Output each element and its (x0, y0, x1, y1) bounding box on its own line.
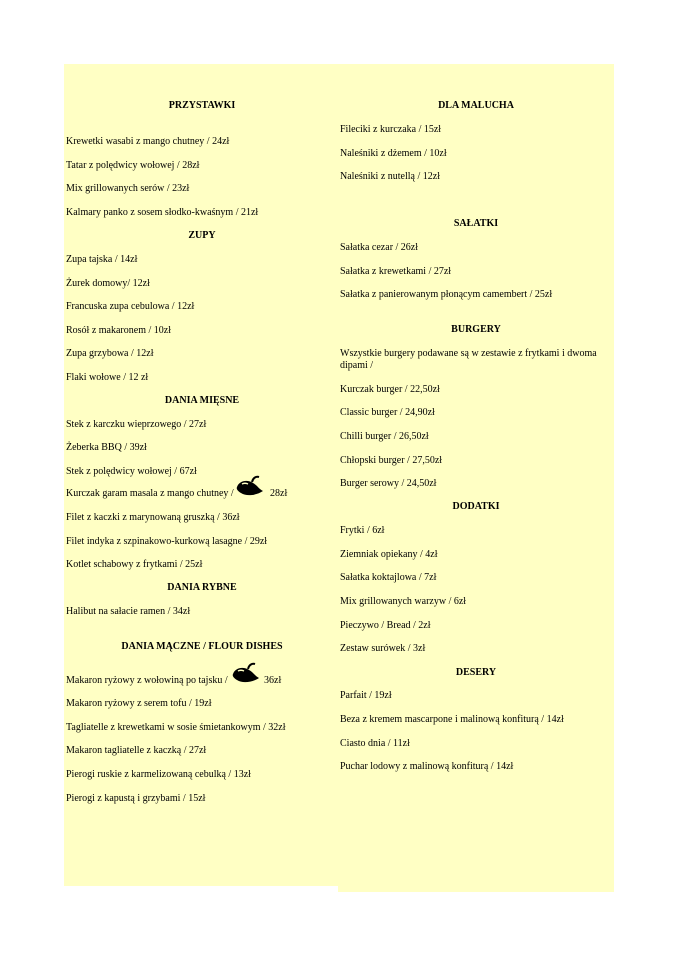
menu-item: Makaron ryżowy z wołowiną po tajsku / (66, 675, 228, 686)
menu-item: Frytki / 6zł (340, 525, 385, 536)
menu-item: Filet z kaczki z marynowaną gruszką / 36zł (66, 512, 240, 523)
menu-item: Classic burger / 24,90zł (340, 407, 435, 418)
section-heading-przystawki: PRZYSTAWKI (168, 100, 236, 111)
menu-item: Makaron ryżowy z serem tofu / 19zł (66, 698, 212, 709)
menu-item: Kurczak garam masala z mango chutney / (66, 488, 234, 499)
menu-item: Francuska zupa cebulowa / 12zł (66, 301, 195, 312)
menu-item: Filet indyka z szpinakowo-kurkową lasagne / 29zł (66, 536, 268, 547)
menu-item: Sałatka z panierowanym płonącym camembert / 25zł (340, 289, 553, 300)
menu-item: Pierogi z kapustą i grzybami / 15zł (66, 793, 206, 804)
menu-item-price: 36zł (264, 675, 282, 686)
menu-item: Burger serowy / 24,50zł (340, 478, 437, 489)
menu-item: Makaron tagliatelle z kaczką / 27zł (66, 745, 207, 756)
section-heading-salatki: SAŁATKI (453, 218, 499, 229)
section-heading-dania-maczne: DANIA MĄCZNE / FLOUR DISHES (121, 641, 283, 652)
menu-item: Pierogi ruskie z karmelizowaną cebulką / 13zł (66, 769, 251, 780)
menu-item: Zupa tajska / 14zł (66, 254, 138, 265)
menu-item: Krewetki wasabi z mango chutney / 24zł (66, 136, 230, 147)
menu-item: Halibut na sałacie ramen / 34zł (66, 606, 191, 617)
section-heading-dania-rybne: DANIA RYBNE (167, 582, 237, 593)
section-heading-dodatki: DODATKI (452, 501, 500, 512)
menu-item: Mix grillowanych serów / 23zł (66, 183, 190, 194)
menu-item: Puchar lodowy z malinową konfiturą / 14zł (340, 761, 514, 772)
menu-item: Rosół z makaronem / 10zł (66, 325, 171, 336)
menu-item: Zupa grzybowa / 12zł (66, 348, 154, 359)
menu-item: Parfait / 19zł (340, 690, 392, 701)
menu-item: Kurczak burger / 22,50zł (340, 384, 440, 395)
menu-item: Naleśniki z dżemem / 10zł (340, 148, 447, 159)
menu-item: Mix grillowanych warzyw / 6zł (340, 596, 467, 607)
section-heading-zupy: ZUPY (188, 230, 216, 241)
menu-item: Flaki wołowe / 12 zł (66, 372, 149, 383)
burgery-note: Wszystkie burgery podawane są w zestawie z frytkami i dwoma dipami / (340, 348, 597, 371)
section-heading-burgery: BURGERY (451, 324, 501, 335)
section-heading-dla-malucha: DLA MALUCHA (438, 100, 514, 111)
menu-item: Sałatka koktajlowa / 7zł (340, 572, 437, 583)
chili-pepper-icon (229, 662, 261, 686)
menu-item: Beza z kremem mascarpone i malinową konfiturą / 14zł (340, 714, 564, 725)
menu-item: Pieczywo / Bread / 2zł (340, 620, 431, 631)
menu-item: Stek z polędwicy wołowej / 67zł (66, 466, 197, 477)
menu-item: Żurek domowy/ 12zł (66, 278, 150, 289)
menu-item: Kalmary panko z sosem słodko-kwaśnym / 21zł (66, 207, 259, 218)
menu-item: Fileciki z kurczaka / 15zł (340, 124, 442, 135)
menu-item: Sałatka z krewetkami / 27zł (340, 266, 452, 277)
menu-item: Ciasto dnia / 11zł (340, 738, 410, 749)
menu-item: Chłopski burger / 27,50zł (340, 455, 443, 466)
menu-item: Tatar z polędwicy wołowej / 28zł (66, 160, 200, 171)
menu-item: Naleśniki z nutellą / 12zł (340, 171, 440, 182)
section-heading-dania-miesne: DANIA MIĘSNE (164, 395, 240, 406)
menu-item-price: 28zł (270, 488, 288, 499)
menu-item: Chilli burger / 26,50zł (340, 431, 429, 442)
menu-item: Kotlet schabowy z frytkami / 25zł (66, 559, 203, 570)
menu-item: Żeberka BBQ / 39zł (66, 442, 147, 453)
menu-item: Zestaw surówek / 3zł (340, 643, 426, 654)
chili-pepper-icon (233, 475, 265, 499)
menu-item: Ziemniak opiekany / 4zł (340, 549, 438, 560)
menu-item: Sałatka cezar / 26zł (340, 242, 419, 253)
menu-item: Stek z karczku wieprzowego / 27zł (66, 419, 207, 430)
section-heading-desery: DESERY (455, 667, 497, 678)
menu-item: Tagliatelle z krewetkami w sosie śmietankowym / 32zł (66, 722, 286, 733)
